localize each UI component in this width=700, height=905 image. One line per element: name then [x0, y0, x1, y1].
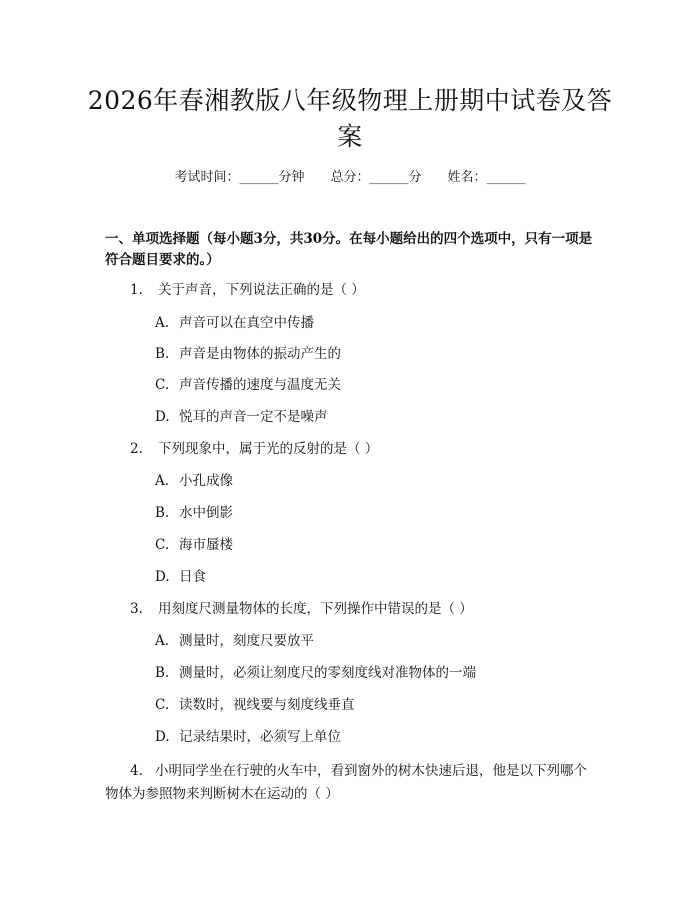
option-text: 声音传播的速度与温度无关: [179, 377, 341, 393]
option-letter: D.: [155, 409, 170, 425]
option-letter: A.: [155, 473, 170, 489]
question-text: 用刻度尺测量物体的长度，下列操作中错误的是（ ）: [158, 601, 473, 617]
option-1b: [155, 344, 341, 364]
option-text: 日食: [179, 569, 206, 585]
question-1: [130, 280, 365, 300]
name-field: 姓名：______: [447, 170, 526, 185]
option-text: 测量时，必须让刻度尺的零刻度线对准物体的一端: [179, 665, 476, 681]
option-1c: [155, 375, 341, 395]
question-number: 3.: [130, 601, 143, 617]
section-heading: 一、单项选择题（每小题3分，共30分。在每小题给出的四个选项中，只有一项是符合题目要求的。）: [105, 231, 593, 268]
option-letter: C.: [155, 537, 170, 553]
option-text: 悦耳的声音一定不是噪声: [179, 409, 328, 425]
question-number: 4.: [130, 763, 143, 779]
option-2a: [155, 471, 233, 491]
option-3a: [155, 631, 314, 651]
question-number: 2.: [130, 441, 143, 457]
option-letter: A.: [155, 315, 170, 331]
option-3d: [155, 727, 341, 747]
option-2b: [155, 503, 233, 523]
option-2c: [155, 535, 233, 555]
exam-meta: [0, 169, 700, 187]
question-number: 1.: [130, 282, 143, 298]
option-text: 小孔成像: [179, 473, 233, 489]
question-text: 小明同学坐在行驶的火车中，看到窗外的树木快速后退，他是以下列哪个物体为参照物来判断树木在运动的（ ）: [105, 763, 587, 802]
option-text: 读数时，视线要与刻度线垂直: [179, 697, 355, 713]
option-3b: [155, 663, 476, 683]
exam-title: 2026年春湘教版八年级物理上册期中试卷及答案: [87, 86, 613, 151]
option-letter: B.: [155, 346, 170, 362]
option-text: 水中倒影: [179, 505, 233, 521]
option-letter: C.: [155, 697, 170, 713]
option-text: 海市蜃楼: [179, 537, 233, 553]
question-2: [130, 439, 378, 459]
option-letter: B.: [155, 505, 170, 521]
option-3c: [155, 695, 355, 715]
score-field: 总分：______分: [330, 170, 422, 185]
option-letter: C.: [155, 377, 170, 393]
question-4: [105, 760, 600, 806]
option-text: 测量时，刻度尺要放平: [179, 633, 314, 649]
question-3: [130, 599, 473, 619]
option-letter: B.: [155, 665, 170, 681]
option-letter: D.: [155, 729, 170, 745]
option-text: 声音是由物体的振动产生的: [179, 346, 341, 362]
option-text: 记录结果时，必须写上单位: [179, 729, 341, 745]
option-text: 声音可以在真空中传播: [179, 315, 314, 331]
option-2d: [155, 567, 206, 587]
time-field: 考试时间：______分钟: [174, 170, 305, 185]
option-1d: [155, 407, 328, 427]
question-text: 下列现象中，属于光的反射的是（ ）: [158, 441, 379, 457]
option-1a: [155, 313, 314, 333]
option-letter: A.: [155, 633, 170, 649]
question-text: 关于声音，下列说法正确的是（ ）: [158, 282, 365, 298]
option-letter: D.: [155, 569, 170, 585]
